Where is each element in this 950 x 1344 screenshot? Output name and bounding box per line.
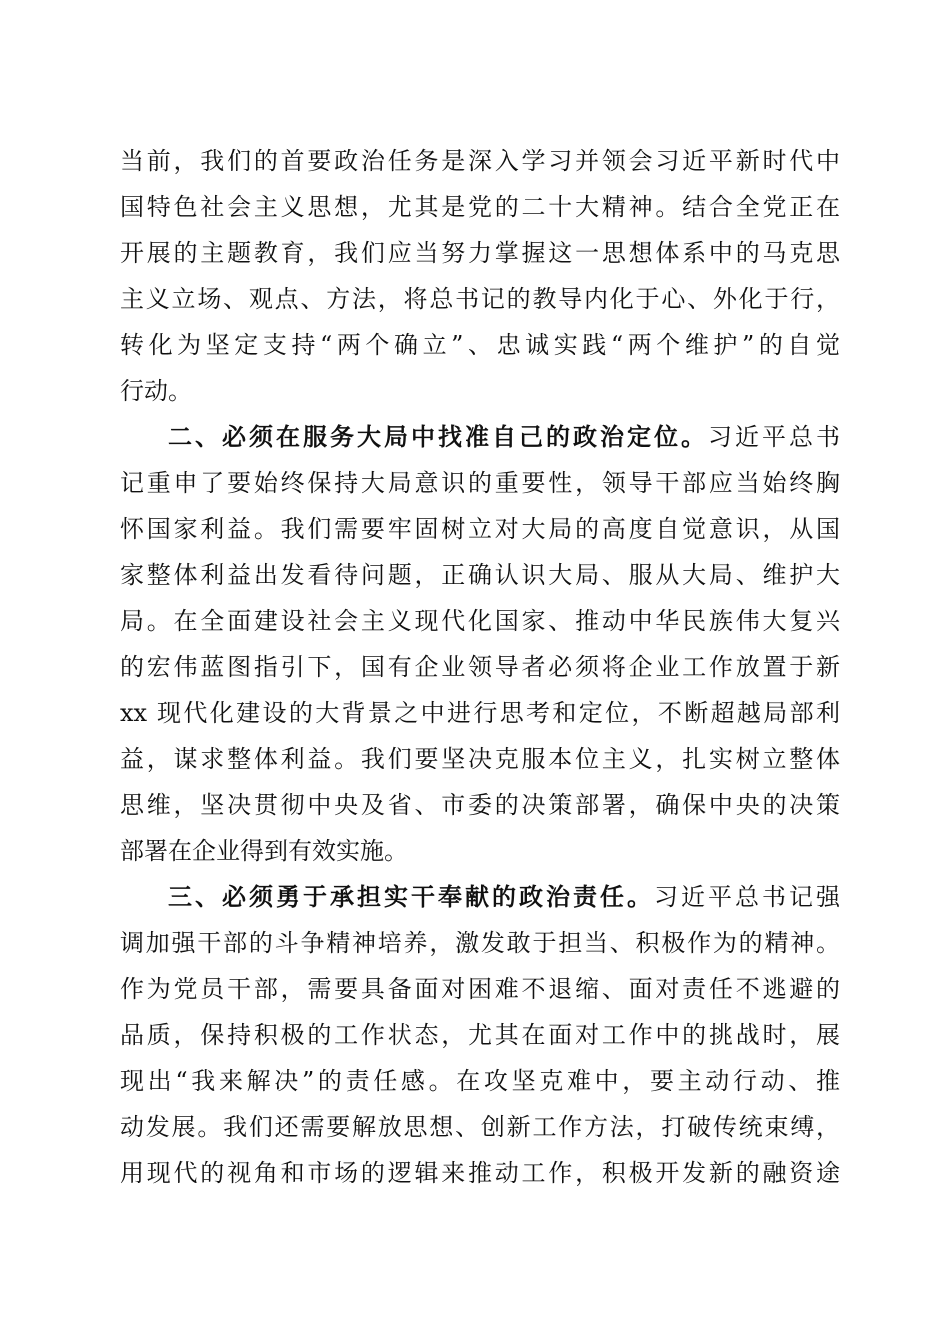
paragraph-3-line-1-rest: 习近平总书记强 [654, 883, 840, 911]
paragraph-2-line-5: 局。在全面建设社会主义现代化国家、推动中华民族伟大复兴 [120, 607, 840, 635]
paragraph-2-line-10: 部署在企业得到有效实施。 [120, 837, 408, 865]
paragraph-1-line-5: 转化为坚定支持“两个确立”、忠诚实践“两个维护”的自觉 [120, 331, 840, 359]
paragraph-3-line-2: 调加强干部的斗争精神培养，激发敢于担当、积极作为的精神。 [120, 929, 840, 957]
paragraph-2-line-4: 家整体利益出发看待问题，正确认识大局、服从大局、维护大 [120, 561, 840, 589]
paragraph-2-line-2: 记重申了要始终保持大局意识的重要性，领导干部应当始终胸 [120, 469, 840, 497]
paragraph-2-line-1 [168, 415, 840, 459]
paragraph-2-line-6: 的宏伟蓝图指引下，国有企业领导者必须将企业工作放置于新 [120, 653, 840, 681]
paragraph-3-line-7: 用现代的视角和市场的逻辑来推动工作，积极开发新的融资途 [120, 1159, 840, 1187]
paragraph-1-line-2: 国特色社会主义思想，尤其是党的二十大精神。结合全党正在 [120, 193, 840, 221]
paragraph-2-line-9: 思维，坚决贯彻中央及省、市委的决策部署，确保中央的决策 [120, 791, 840, 819]
paragraph-1-line-6: 行动。 [120, 377, 192, 405]
paragraph-3-line-5: 现出“我来解决”的责任感。在攻坚克难中，要主动行动、推 [120, 1067, 840, 1095]
section-3-heading: 三、必须勇于承担实干奉献的政治责任。 [168, 883, 654, 911]
paragraph-1-line-1: 当前，我们的首要政治任务是深入学习并领会习近平新时代中 [120, 147, 840, 175]
paragraph-1-line-3: 开展的主题教育，我们应当努力掌握这一思想体系中的马克思 [120, 239, 840, 267]
paragraph-3-line-1 [168, 875, 840, 919]
paragraph-3-line-6: 动发展。我们还需要解放思想、创新工作方法，打破传统束缚， [120, 1113, 840, 1141]
paragraph-3-line-3: 作为党员干部，需要具备面对困难不退缩、面对责任不逃避的 [120, 975, 840, 1003]
paragraph-3-line-4: 品质，保持积极的工作状态，尤其在面对工作中的挑战时，展 [120, 1021, 840, 1049]
paragraph-2-line-1-rest: 习近平总书 [708, 423, 840, 451]
section-2-heading: 二、必须在服务大局中找准自己的政治定位。 [168, 423, 708, 451]
paragraph-1-line-4: 主义立场、观点、方法，将总书记的教导内化于心、外化于行， [120, 285, 840, 313]
paragraph-2-line-8: 益，谋求整体利益。我们要坚决克服本位主义，扎实树立整体 [120, 745, 840, 773]
paragraph-2-line-7: xx 现代化建设的大背景之中进行思考和定位，不断超越局部利 [120, 699, 840, 727]
paragraph-2-line-3: 怀国家利益。我们需要牢固树立对大局的高度自觉意识，从国 [120, 515, 840, 543]
